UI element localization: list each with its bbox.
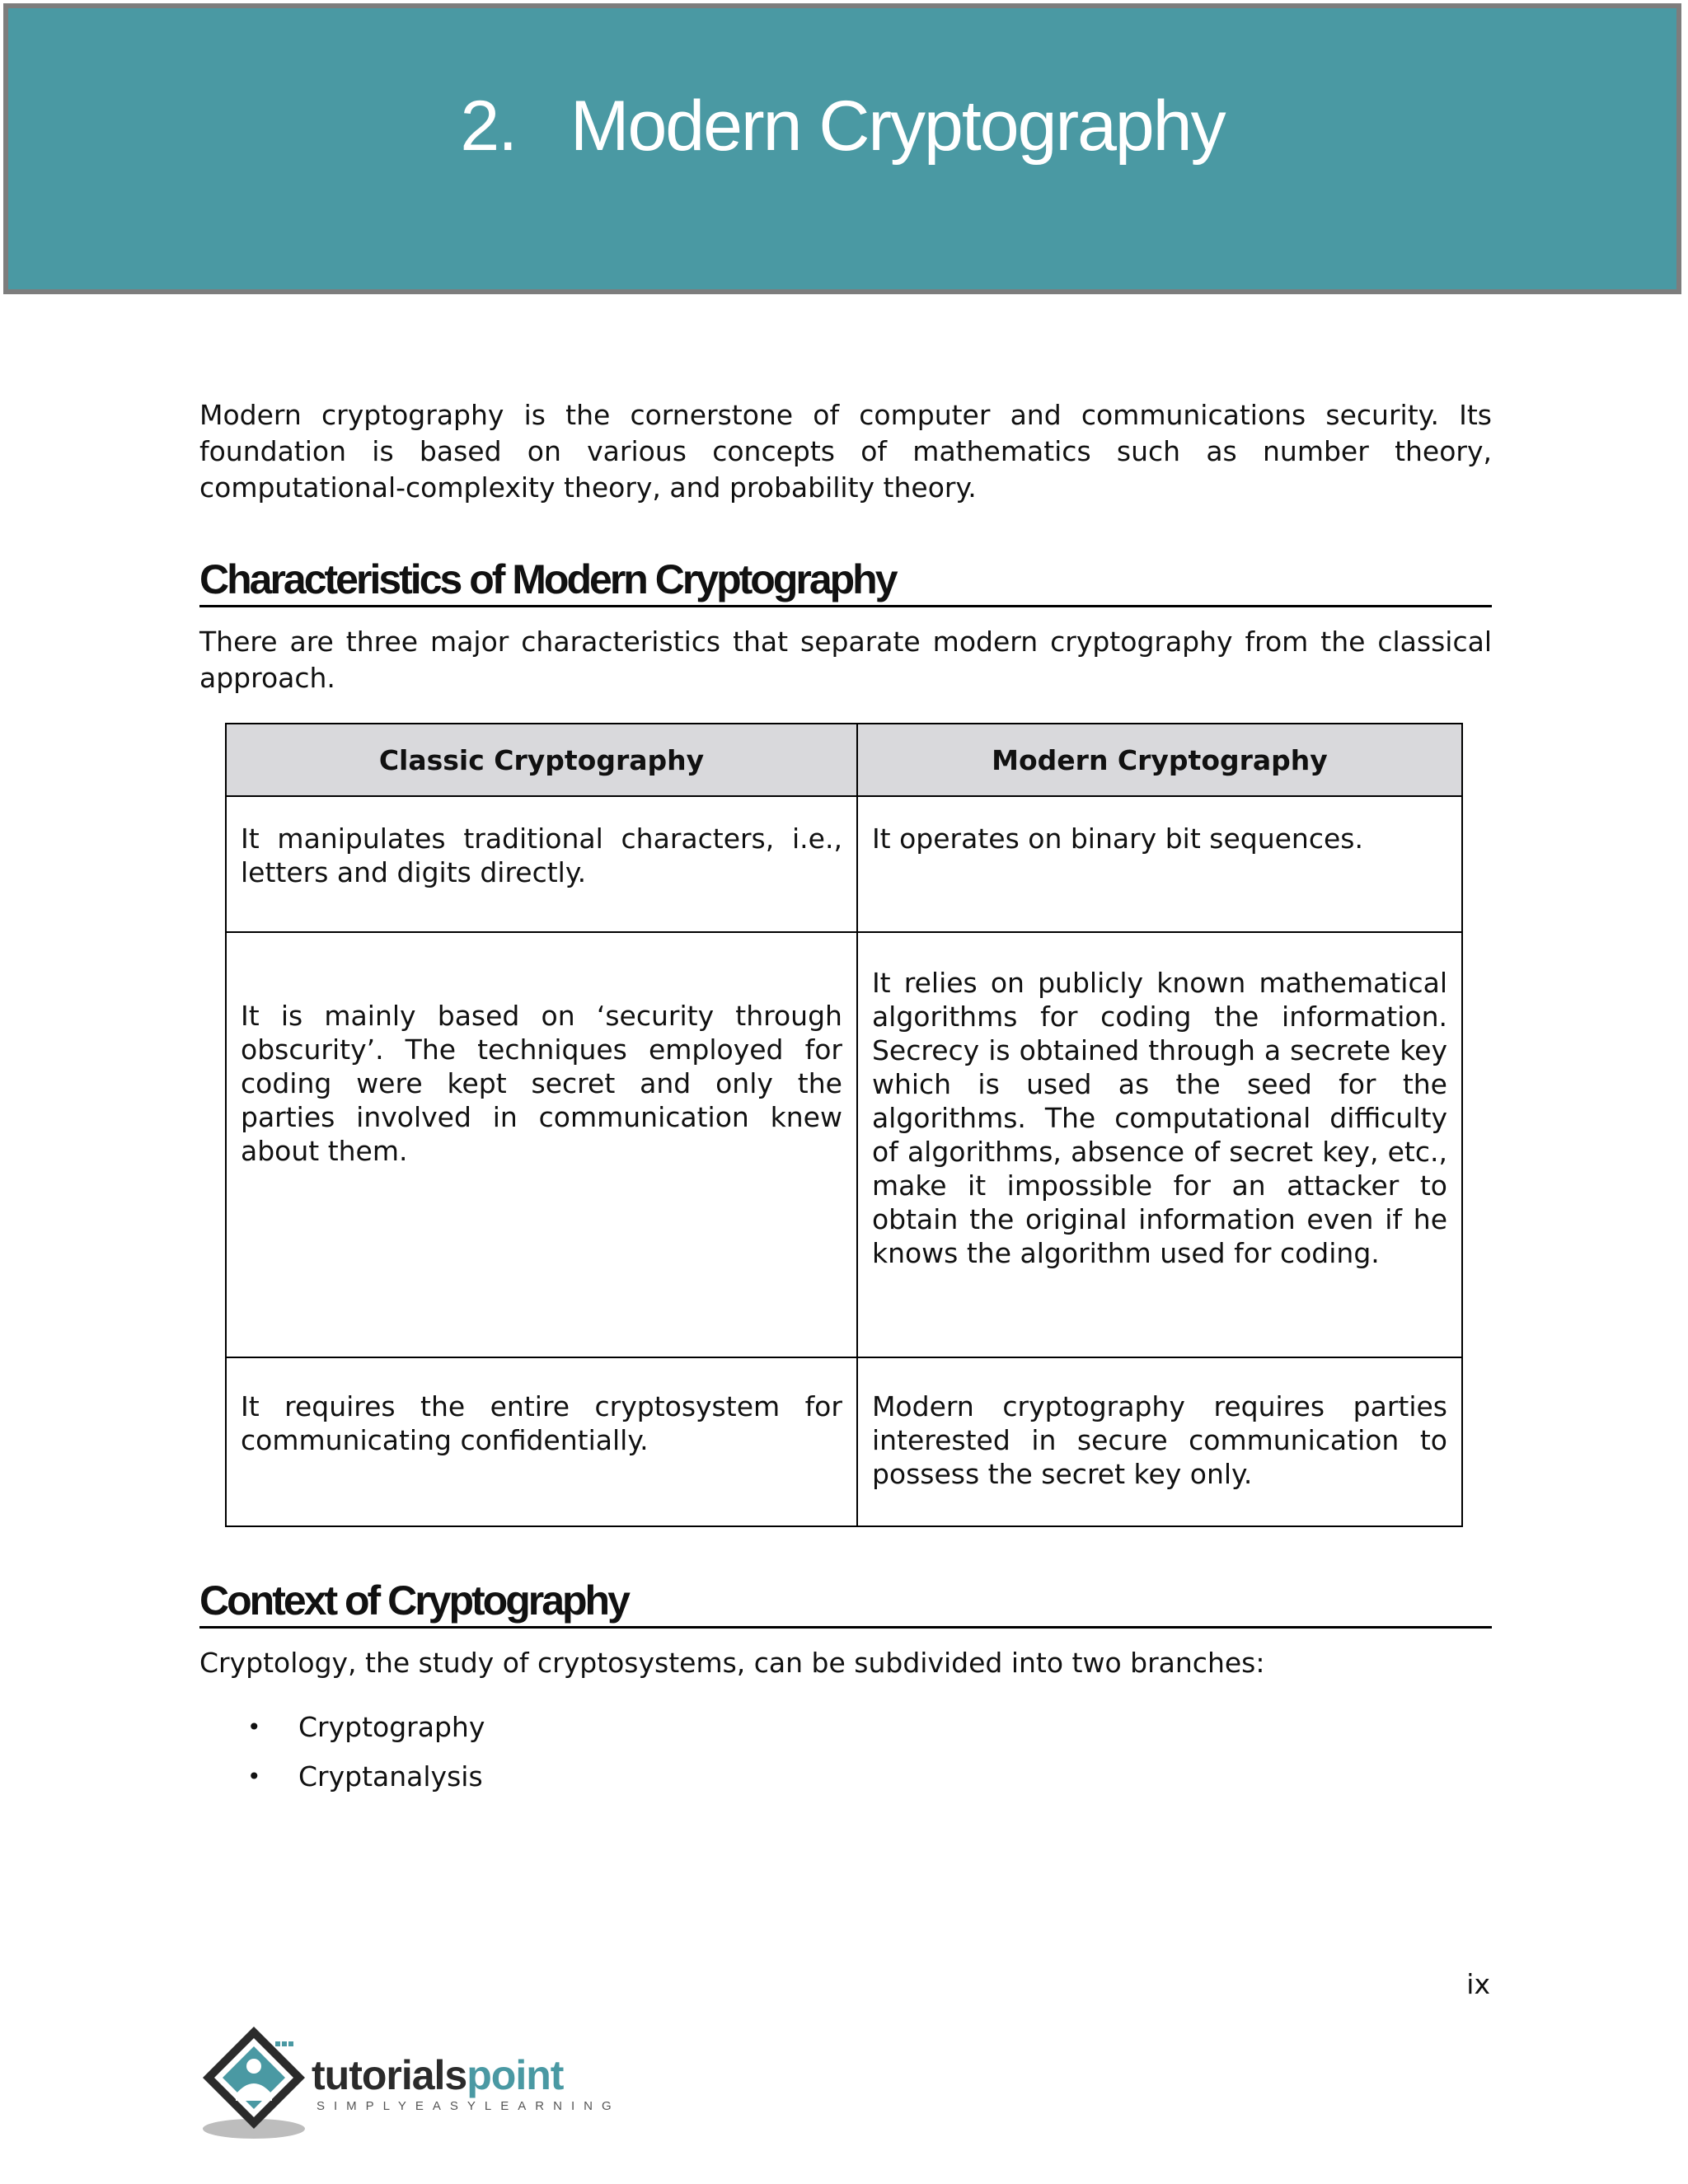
characteristics-paragraph: There are three major characteristics that separate modern cryptography from the classical approach. — [199, 626, 1492, 694]
bullet-icon: • — [247, 1763, 261, 1790]
table-row — [226, 1357, 1462, 1526]
logo-tagline: SIMPLYEASYLEARNING — [316, 2099, 621, 2113]
table-header-cell: Modern Cryptography — [857, 724, 1462, 796]
list-item-label: Cryptanalysis — [298, 1760, 483, 1793]
table-cell: It is mainly based on ‘security through obscurity’. The techniques employed for coding were kept secret and only the parties involved in communication knew about them. — [226, 932, 857, 1357]
section-heading-characteristics: Characteristics of Modern Cryptography — [199, 559, 1492, 607]
section-heading-context: Context of Cryptography — [199, 1580, 1492, 1629]
chapter-banner — [3, 3, 1681, 294]
table-cell: Modern cryptography requires parties interested in secure communication to possess the secret key only. — [857, 1357, 1462, 1526]
tutorialspoint-logo-icon — [196, 2023, 312, 2147]
page-number: ix — [1466, 1968, 1490, 2000]
table-cell: It operates on binary bit sequences. — [857, 796, 1462, 932]
branch-list — [247, 1709, 485, 1808]
table-cell: It requires the entire cryptosystem for communicating confidentially. — [226, 1357, 857, 1526]
intro-paragraph: Modern cryptography is the cornerstone of computer and communications security. Its foundation is based on various concepts of mathematics such as number theory, computational-complexity theory, and probability theory. — [199, 399, 1492, 504]
list-item — [247, 1759, 485, 1808]
table-row — [226, 932, 1462, 1357]
logo-wordmark — [312, 2052, 564, 2098]
list-item-label: Cryptography — [298, 1711, 485, 1743]
table-header-row — [226, 724, 1462, 796]
intro-section — [199, 397, 1492, 506]
table-row — [226, 796, 1462, 932]
logo-word-tutorials: tutorials — [312, 2052, 467, 2098]
bullet-icon: • — [247, 1713, 261, 1741]
logo-word-point: point — [467, 2052, 564, 2098]
table-cell: It manipulates traditional characters, i.e., letters and digits directly. — [226, 796, 857, 932]
context-paragraph: Cryptology, the study of cryptosystems, can be subdivided into two branches: — [199, 1647, 1265, 1679]
chapter-title: 2. Modern Cryptography — [460, 87, 1225, 166]
list-item — [247, 1709, 485, 1759]
table-header-cell: Classic Cryptography — [226, 724, 857, 796]
table-cell: It relies on publicly known mathematical algorithms for coding the information. Secrecy is obtained through a secrete key which is used as the seed for the algorithms. The computational difficulty of algorithms, absence of secret key, etc., make it impossible for an attacker to obtain the original information even if he knows the algorithm used for coding. — [857, 932, 1462, 1357]
comparison-table — [225, 723, 1463, 1527]
characteristics-section — [199, 556, 1492, 696]
tutorialspoint-logo — [196, 2023, 621, 2147]
context-section — [199, 1577, 1492, 1681]
